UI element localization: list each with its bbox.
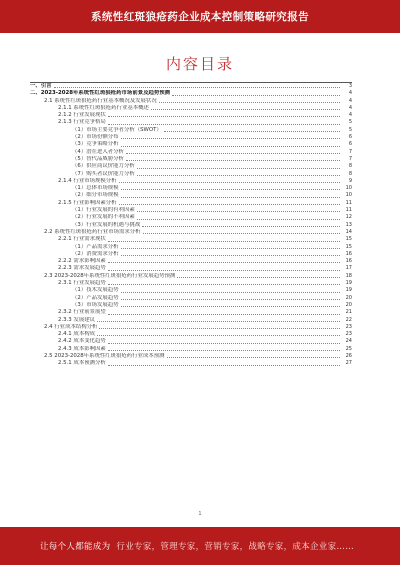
toc-entry-page: 11 — [345, 199, 352, 206]
toc-entry-page: 7 — [348, 148, 352, 155]
toc-entry[interactable] — [30, 273, 352, 280]
toc-dot-leader — [121, 197, 340, 198]
toc-entry-page: 12 — [345, 214, 352, 221]
toc-entry[interactable] — [30, 229, 352, 236]
toc-entry[interactable] — [30, 105, 352, 112]
toc-entry[interactable] — [30, 171, 352, 178]
toc-entry[interactable] — [30, 178, 352, 185]
toc-entry-page: 22 — [345, 316, 352, 323]
toc-dot-leader — [137, 211, 340, 212]
toc-dot-leader — [121, 299, 340, 300]
toc-entry-page: 3 — [348, 83, 352, 89]
toc-entry-page: 26 — [345, 352, 352, 359]
toc-dot-leader — [119, 182, 340, 183]
toc-entry-label: （2）行业发展的不利因素 — [72, 214, 135, 221]
toc-entry-page: 8 — [348, 163, 352, 170]
toc-dot-leader — [97, 335, 340, 336]
toc-entry-label: 2.4 行业成本结构分析 — [44, 323, 98, 330]
toc-entry-label: （7）购买者议价能力分析 — [72, 170, 135, 177]
toc-entry-page: 25 — [345, 345, 352, 352]
toc-entry-label: 2.3.1 行业发展趋势 — [58, 280, 106, 287]
toc-entry[interactable] — [30, 90, 352, 97]
toc-entry[interactable] — [30, 200, 352, 207]
toc-entry-page: 16 — [345, 250, 352, 257]
toc-entry-page: 27 — [345, 360, 352, 367]
toc-dot-leader — [177, 277, 340, 278]
toc-dot-leader — [108, 124, 340, 125]
toc-dot-leader — [167, 357, 340, 358]
toc-entry-label: 2.2.3 需求发展趋势 — [58, 265, 106, 272]
toc-entry-page: 19 — [345, 280, 352, 287]
toc-entry-page: 4 — [348, 104, 352, 111]
toc-entry-label: （2）市场份额分布 — [72, 134, 119, 141]
toc-entry-page: 19 — [345, 287, 352, 294]
toc-entry-label: 2.3 2023-2028年系统性红斑狼疮药行业发展趋势预测 — [44, 272, 176, 279]
toc-entry[interactable] — [30, 346, 352, 353]
toc-entry-page: 6 — [348, 134, 352, 141]
toc-entry[interactable] — [30, 112, 352, 119]
toc-entry-page: 15 — [345, 243, 352, 250]
toc-entry[interactable] — [30, 317, 352, 324]
toc-entry-page: 16 — [345, 258, 352, 265]
toc-dot-leader — [151, 109, 340, 110]
toc-entry-page: 20 — [345, 301, 352, 308]
toc-dot-leader — [172, 95, 340, 96]
page-number: 1 — [198, 511, 202, 517]
toc-entry-label: 2.1.5 行业影响因素分析 — [58, 199, 117, 206]
toc-entry-page: 4 — [348, 97, 352, 104]
toc-dot-leader — [54, 87, 340, 88]
toc-entry-page: 4 — [348, 112, 352, 119]
toc-entry[interactable] — [30, 83, 352, 90]
toc-entry[interactable] — [30, 192, 352, 199]
toc-entry-label: （1）产品需求分析 — [72, 243, 119, 250]
toc-dot-leader — [108, 270, 340, 271]
toc-entry[interactable] — [30, 302, 352, 309]
toc-entry[interactable] — [30, 295, 352, 302]
footer-slogan-sub: 行业专家，管理专家，营销专家，战略专家，成本企业家…… — [116, 542, 355, 552]
toc-entry[interactable] — [30, 163, 352, 170]
toc-entry-label: 2.5 2023-2028年系统性红斑狼疮药行业成本预测 — [44, 352, 165, 359]
toc-dot-leader — [108, 284, 340, 285]
toc-dot-leader — [142, 226, 340, 227]
toc-entry-page: 5 — [348, 119, 352, 126]
toc-entry[interactable] — [30, 214, 352, 221]
toc-entry-label: 2.1.2 行业发展现状 — [58, 112, 106, 119]
toc-entry-label: （1）总体市场规模 — [72, 185, 119, 192]
toc-heading: 内容目录 — [165, 55, 234, 73]
toc-entry-page: 8 — [348, 170, 352, 177]
toc-entry-label: （3）竞争策略分析 — [72, 141, 119, 148]
toc-dot-leader — [108, 350, 340, 351]
toc-entry-label: （1）市场主要竞争者分析（SWOT） — [72, 126, 162, 133]
toc-dot-leader — [121, 292, 340, 293]
toc-entry-page: 24 — [345, 338, 352, 345]
toc-entry[interactable] — [30, 287, 352, 294]
toc-entry[interactable] — [30, 222, 352, 229]
toc-entry-label: 2.4.1 成本构成 — [58, 331, 95, 338]
toc-entry-label: 2.3.2 行业前景展望 — [58, 309, 106, 316]
table-of-contents — [30, 83, 352, 368]
report-title: 系统性红斑狼疮药企业成本控制策略研究报告 — [91, 11, 309, 23]
toc-entry-label: （1）技术发展趋势 — [72, 287, 119, 294]
toc-entry-page: 18 — [345, 272, 352, 279]
toc-entry-page: 17 — [345, 265, 352, 272]
toc-entry[interactable] — [30, 324, 352, 331]
toc-entry[interactable] — [30, 207, 352, 214]
toc-entry-label: （2）细分市场规模 — [72, 192, 119, 199]
toc-entry[interactable] — [30, 353, 352, 360]
toc-entry-page: 11 — [345, 207, 352, 214]
toc-entry-label: 2.5.1 成本预测分析 — [58, 360, 106, 367]
toc-entry-page: 14 — [345, 228, 352, 235]
toc-entry[interactable] — [30, 338, 352, 345]
footer-slogan: 让每个人都能成为 — [40, 542, 111, 552]
toc-dot-leader — [137, 168, 340, 169]
toc-entry[interactable] — [30, 141, 352, 148]
toc-dot-leader — [108, 241, 340, 242]
toc-dot-leader — [121, 255, 340, 256]
toc-dot-leader — [126, 153, 340, 154]
toc-entry-page: 21 — [345, 309, 352, 316]
toc-entry-page: 23 — [345, 331, 352, 338]
toc-entry[interactable] — [30, 134, 352, 141]
toc-entry[interactable] — [30, 360, 352, 367]
toc-entry-label: 2.2.1 行业需求现状 — [58, 236, 106, 243]
toc-dot-leader — [164, 131, 340, 132]
toc-entry-label: （2）产品发展趋势 — [72, 294, 119, 301]
toc-entry-label: 2.1.4 行业市场规模分析 — [58, 177, 117, 184]
toc-entry-label: 2.3.3 发展建议 — [58, 316, 95, 323]
toc-entry-label: （6）供应商议价能力分析 — [72, 163, 135, 170]
toc-dot-leader — [137, 219, 340, 220]
toc-entry-page: 15 — [345, 236, 352, 243]
toc-dot-leader — [108, 116, 340, 117]
toc-entry-page: 10 — [345, 192, 352, 199]
toc-entry[interactable] — [30, 251, 352, 258]
toc-entry-label: 2.1.3 行业竞争格局 — [58, 119, 106, 126]
header-bar — [0, 0, 400, 33]
toc-entry-page: 7 — [348, 155, 352, 162]
toc-entry-page: 5 — [348, 126, 352, 133]
toc-entry-page: 6 — [348, 141, 352, 148]
toc-entry-label: （3）行业发展的机遇与挑战 — [72, 221, 141, 228]
toc-entry[interactable] — [30, 309, 352, 316]
toc-entry-label: 2.4.3 成本影响因素 — [58, 345, 106, 352]
toc-entry[interactable] — [30, 280, 352, 287]
toc-entry[interactable] — [30, 258, 352, 265]
toc-entry[interactable] — [30, 98, 352, 105]
toc-entry-page: 10 — [345, 185, 352, 192]
toc-dot-leader — [119, 204, 340, 205]
toc-dot-leader — [126, 160, 340, 161]
toc-entry-label: （3）市场发展趋势 — [72, 301, 119, 308]
toc-dot-leader — [159, 102, 340, 103]
toc-entry[interactable] — [30, 119, 352, 126]
toc-dot-leader — [121, 189, 340, 190]
toc-dot-leader — [143, 233, 340, 234]
toc-entry-page: 9 — [348, 177, 352, 184]
toc-entry-page: 20 — [345, 294, 352, 301]
toc-entry[interactable] — [30, 149, 352, 156]
toc-entry-page: 23 — [345, 323, 352, 330]
toc-entry-label: （2）消费需求分析 — [72, 250, 119, 257]
toc-entry[interactable] — [30, 236, 352, 243]
toc-entry[interactable] — [30, 265, 352, 272]
toc-entry-label: （1）行业发展的有利因素 — [72, 207, 135, 214]
toc-dot-leader — [121, 138, 340, 139]
footer-bar — [0, 527, 400, 565]
toc-entry-label: 2.2.2 需求影响因素 — [58, 258, 106, 265]
toc-entry-label: 2.4.2 成本变化趋势 — [58, 338, 106, 345]
toc-dot-leader — [108, 262, 340, 263]
toc-dot-leader — [108, 365, 340, 366]
toc-entry-page: 13 — [345, 221, 352, 228]
toc-entry-label: 2.1 系统性红斑狼疮药行业基本概况及发展状况 — [44, 97, 157, 104]
toc-entry-label: 2.2 系统性红斑狼疮药行业市场需求分析 — [44, 228, 141, 235]
toc-dot-leader — [121, 146, 340, 147]
toc-entry[interactable] — [30, 244, 352, 251]
toc-dot-leader — [137, 175, 340, 176]
toc-entry[interactable] — [30, 127, 352, 134]
toc-entry[interactable] — [30, 156, 352, 163]
toc-entry[interactable] — [30, 185, 352, 192]
toc-dot-leader — [108, 343, 340, 344]
toc-entry[interactable] — [30, 331, 352, 338]
toc-entry-label: 一、引言 — [30, 83, 52, 89]
toc-dot-leader — [121, 306, 340, 307]
toc-dot-leader — [108, 314, 340, 315]
toc-entry-label: （4）潜在进入者分析 — [72, 148, 124, 155]
toc-entry-label: （5）替代品威胁分析 — [72, 155, 124, 162]
toc-entry-page: 4 — [348, 90, 352, 97]
toc-dot-leader — [97, 321, 340, 322]
toc-entry-label: 2.1.1 系统性红斑狼疮药行业基本概述 — [58, 104, 149, 111]
toc-dot-leader — [121, 248, 340, 249]
toc-entry-label: 二、2023-2028年系统性红斑狼疮药市场前景及趋势预测 — [30, 90, 171, 97]
toc-dot-leader — [99, 328, 340, 329]
